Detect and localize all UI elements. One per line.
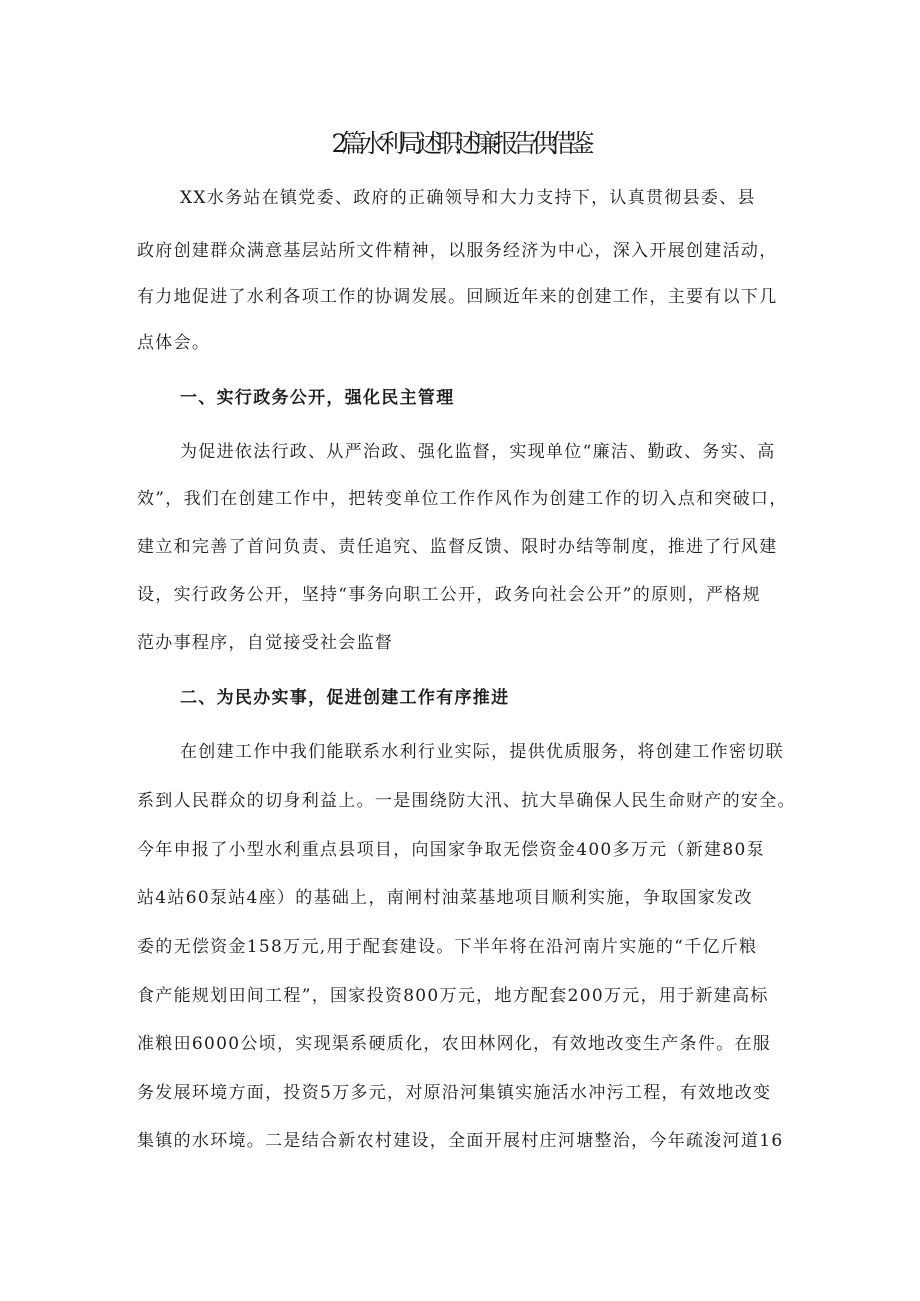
intro-line: 点体会。: [137, 333, 211, 353]
section2-line: 站4站60泵站4座）的基础上，南闸村油菜基地项目顺利实施，争取国家发改: [137, 888, 753, 908]
intro-line: 政府创建群众满意基层站所文件精神，以服务经济为中心，深入开展创建活动，: [137, 241, 778, 261]
section1-line: 效”，我们在创建工作中，把转变单位工作作风作为创建工作的切入点和突破口，: [137, 489, 788, 509]
section-heading-1: 一、实行政务公开，强化民主管理: [180, 388, 455, 408]
section2-line: 集镇的水环境。二是结合新农村建设，全面开展村庄河塘整治，今年疏浚河道16: [137, 1131, 784, 1151]
section2-line: 委的无偿资金158万元,用于配套建设。下半年将在沿河南片实施的“千亿斤粮: [137, 937, 758, 957]
section1-line: 建立和完善了首问负责、责任追究、监督反馈、限时办结等制度，推进了行风建: [137, 537, 778, 557]
section2-line: 务发展环境方面，投资5万多元，对原沿河集镇实施活水冲污工程，有效地改变: [137, 1083, 772, 1103]
intro-line: 有力地促进了水利各项工作的协调发展。回顾近年来的创建工作，主要有以下几: [137, 287, 778, 307]
section2-line: 今年申报了小型水利重点县项目，向国家争取无偿资金400多万元（新建80泵: [137, 840, 765, 860]
section1-line: 范办事程序，自觉接受社会监督: [137, 633, 394, 653]
section2-line: 系到人民群众的切身利益上。一是围绕防大汛、抗大旱确保人民生命财产的安全。: [137, 791, 796, 811]
document-title: 2篇水利局述职述廉报告供借鉴: [331, 129, 589, 158]
section1-line: 为促进依法行政、从严治政、强化监督，实现单位“廉洁、勤政、务实、高: [180, 442, 776, 462]
section2-line: 食产能规划田间工程”，国家投资800万元，地方配套200万元，用于新建高标: [137, 986, 769, 1006]
section2-line: 准粮田6000公顷，实现渠系硬质化，农田林网化，有效地改变生产条件。在服: [137, 1034, 772, 1054]
intro-line: XX水务站在镇党委、政府的正确领导和大力支持下，认真贯彻县委、县: [180, 188, 756, 208]
section-heading-2: 二、为民办实事，促进创建工作有序推进: [180, 688, 510, 708]
section1-line: 设，实行政务公开，坚持“事务向职工公开，政务向社会公开”的原则，严格规: [137, 585, 761, 605]
section2-line: 在创建工作中我们能联系水利行业实际，提供优质服务，将创建工作密切联: [180, 742, 784, 762]
